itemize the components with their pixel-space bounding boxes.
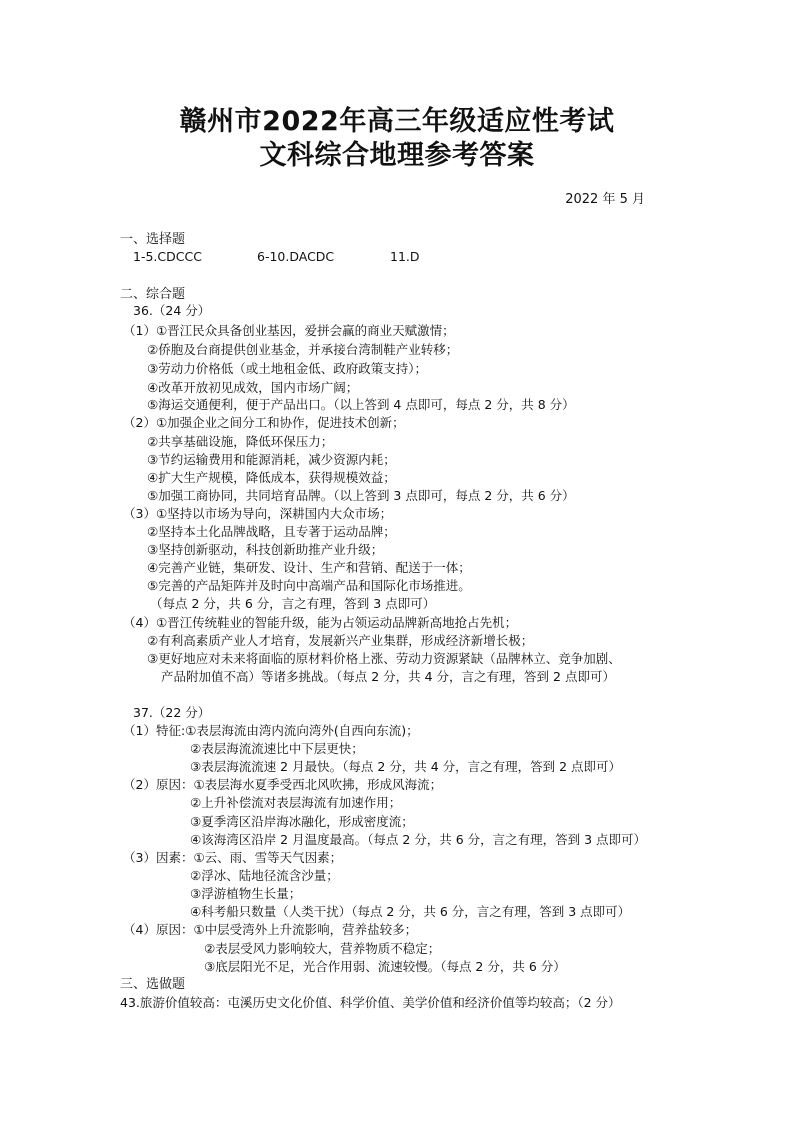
- answer-line: ②表层海流流速比中下层更快；: [190, 741, 364, 756]
- answer-line: ③节约运输费用和能源消耗，减少资源内耗；: [147, 452, 396, 467]
- section-heading-optional: 三、选做题: [120, 977, 186, 992]
- answer-line: ②表层受风力影响较大，营养物质不稳定；: [204, 941, 441, 956]
- document-date: 2022 年 5 月: [565, 192, 645, 207]
- answer-line: ④改革开放初见成效，国内市场广阔；: [147, 380, 359, 395]
- answer-line: （2）①加强企业之间分工和协作，促进技术创新；: [123, 415, 405, 430]
- choice-answer-11: 11.D: [390, 249, 420, 264]
- answer-line: ③浮游植物生长量；: [190, 886, 302, 901]
- question-37-head: 37.（22 分）: [133, 705, 211, 720]
- answer-line: ④科考船只数量（人类干扰）（每点 2 分，共 6 分，言之有理，答到 3 点即可）: [190, 904, 631, 919]
- answer-line: （3）①坚持以市场为导向，深耕国内大众市场；: [123, 506, 393, 521]
- answer-line: ②浮冰、陆地径流含沙量；: [190, 868, 339, 883]
- answer-line: 43.旅游价值较高：屯溪历史文化价值、科学价值、美学价值和经济价值等均较高；（2 分）: [120, 995, 621, 1010]
- document-subtitle: 文科综合地理参考答案: [259, 140, 535, 171]
- answer-line: ③夏季湾区沿岸海冰融化，形成密度流；: [190, 814, 414, 829]
- choice-answers: [133, 248, 420, 266]
- choice-answer-1-5: 1-5.CDCCC: [133, 249, 202, 264]
- answer-line: ⑤完善的产品矩阵并及时向中高端产品和国际化市场推进。: [147, 578, 471, 593]
- answer-line: ②有利高素质产业人才培育，发展新兴产业集群，形成经济新增长极；: [147, 633, 534, 648]
- answer-line: （1）特征:①表层海流由湾内流向湾外(自西向东流)；: [123, 723, 419, 738]
- answer-line: ②上升补偿流对表层海流有加速作用；: [190, 795, 402, 810]
- answer-line: ③表层海流流速 2 月最快。（每点 2 分，共 4 分，言之有理，答到 2 点即可）: [190, 759, 622, 774]
- answer-line: ③更好地应对未来将面临的原材料价格上涨、劳动力资源紧缺（品牌林立、竞争加剧、: [147, 651, 621, 666]
- answer-line: （1）①晋江民众具备创业基因，爱拼会赢的商业天赋激情；: [123, 323, 455, 338]
- answer-line: ④扩大生产规模，降低成本，获得规模效益；: [147, 470, 396, 485]
- answer-line: ⑤海运交通便利，便于产品出口。（以上答到 4 点即可，每点 2 分，共 8 分）: [147, 397, 575, 412]
- answer-line: ④该海湾区沿岸 2 月温度最高。（每点 2 分，共 6 分，言之有理，答到 3 点即可）: [190, 832, 647, 847]
- answer-line: （4）①晋江传统鞋业的智能升级，能为占领运动品牌新高地抢占先机；: [123, 615, 518, 630]
- answer-line: （每点 2 分，共 6 分，言之有理，答到 3 点即可）: [150, 596, 436, 611]
- document-title: 赣州市2022年高三年级适应性考试: [179, 106, 615, 137]
- answer-line: ②坚持本土化品牌战略，且专著于运动品牌；: [147, 524, 396, 539]
- answer-line: （2）原因：①表层海水夏季受西北风吹拂，形成风海流；: [123, 777, 443, 792]
- answer-line: ③坚持创新驱动，科技创新助推产业升级；: [147, 542, 384, 557]
- answer-line: （3）因素：①云、雨、雪等天气因素；: [123, 850, 343, 865]
- section-heading-choice: 一、选择题: [120, 232, 186, 247]
- answer-line: 产品附加值不高）等诸多挑战。（每点 2 分，共 4 分，言之有理，答到 2 点即可）: [161, 669, 615, 684]
- section-heading-comprehensive: 二、综合题: [120, 287, 186, 302]
- answer-line: ②共享基础设施，降低环保压力；: [147, 434, 334, 449]
- answer-line: ③底层阳光不足，光合作用弱、流速较慢。（每点 2 分，共 6 分）: [204, 959, 566, 974]
- answer-line: ②侨胞及台商提供创业基金，并承接台湾制鞋产业转移；: [147, 342, 459, 357]
- choice-answer-6-10: 6-10.DACDC: [257, 249, 335, 264]
- answer-line: ⑤加强工商协同，共同培育品牌。（以上答到 3 点即可，每点 2 分，共 6 分）: [147, 488, 575, 503]
- question-36-head: 36.（24 分）: [133, 303, 211, 318]
- answer-line: （4）原因：①中层受湾外上升流影响，营养盐较多；: [123, 922, 418, 937]
- answer-line: ④完善产业链，集研发、设计、生产和营销、配送于一体；: [147, 560, 471, 575]
- answer-line: ③劳动力价格低（或土地租金低、政府政策支持）；: [147, 361, 427, 376]
